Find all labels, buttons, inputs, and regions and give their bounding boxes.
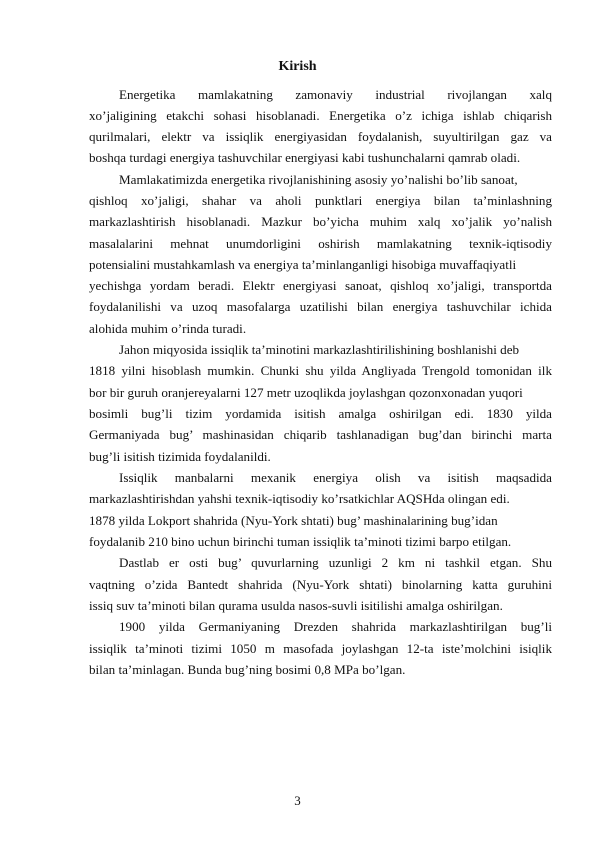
page-number: 3 xyxy=(294,793,301,808)
text-line: foydalanilishi va uzoq masofalarga uzatilishi bilan energiya tashuvchilar ichida xyxy=(89,299,552,314)
text-line: markazlashtirish hisoblanadi. Mazkur bo’yicha muhim xalq xo’jalik yo’nalish xyxy=(89,214,552,229)
text-line: issiq suv ta’minoti bilan qurama usulda nasos-suvli isitilishi amalga oshirilgan. xyxy=(89,598,503,613)
text-line: Issiqlik manbalarni mexanik energiya olish va isitish maqsadida xyxy=(119,470,552,485)
text-line: bilan ta’minlagan. Bunda bug’ning bosimi 0,8 MPa bo’lgan. xyxy=(89,662,406,677)
text-line: vaqtning o’zida Bantedt shahrida (Nyu-York shtati) binolarning katta guruhini xyxy=(89,577,552,592)
text-line: markazlashtirishdan yahshi texnik-iqtisodiy ko’rsatkichlar AQSHda olingan edi. xyxy=(89,491,510,506)
text-line: alohida muhim o’rinda turadi. xyxy=(89,321,247,336)
text-line: Mamlakatimizda energetika rivojlanishining asosiy yo’nalishi bo’lib sanoat, xyxy=(119,172,518,187)
text-line: Energetika mamlakatning zamonaviy industrial rivojlangan xalq xyxy=(119,87,552,102)
text-line: xo’jaligining etakchi sohasi hisoblanadi. Energetika o’z ichiga ishlab chiqarish xyxy=(89,108,552,123)
text-line: issiqlik ta’minoti tizimi 1050 m masofada joylashgan 12-ta iste’molchini isiqlik xyxy=(89,641,552,656)
text-line: foydalanib 210 bino uchun birinchi tuman issiqlik ta’minoti tizimi barpo etilgan. xyxy=(89,534,512,549)
text-line: yechishga yordam beradi. Elektr energiyasi sanoat, qishloq xo’jaligi, transportda xyxy=(89,278,552,293)
text-line: qishloq xo’jaligi, shahar va aholi punktlari energiya bilan ta’minlashning xyxy=(89,193,552,208)
text-line: Dastlab er osti bug’ quvurlarning uzunligi 2 km ni tashkil etgan. Shu xyxy=(119,555,552,570)
text-line: bosimli bug’li tizim yordamida isitish amalga oshirilgan edi. 1830 yilda xyxy=(89,406,552,421)
text-line: 1900 yilda Germaniyaning Drezden shahrida markazlashtirilgan bug’li xyxy=(119,619,552,634)
text-line: Jahon miqyosida issiqlik ta’minotini markazlashtirilishining boshlanishi deb xyxy=(119,342,520,357)
text-line: Germaniyada bug’ mashinasidan chiqarib tashlanadigan bug’dan birinchi marta xyxy=(89,427,552,442)
text-line: 1818 yilni hisoblash mumkin. Chunki shu yilda Angliyada Trengold tomonidan ilk xyxy=(89,363,552,378)
text-line: potensialini mustahkamlash va energiya ta’minlanganligi hisobiga muvaffaqiyatli xyxy=(89,257,517,272)
text-line: boshqa turdagi energiya tashuvchilar energiyasi kabi tushunchalarni qamrab oladi. xyxy=(89,150,521,165)
text-line: masalalarini mehnat unumdorligini oshirish mamlakatning texnik-iqtisodiy xyxy=(89,236,552,251)
text-line: qurilmalari, elektr va issiqlik energiyasidan foydalanish, suyultirilgan gaz va xyxy=(89,129,552,144)
section-title: Kirish xyxy=(278,59,317,74)
text-line: 1878 yilda Lokport shahrida (Nyu-York shtati) bug’ mashinalarining bug’idan xyxy=(89,513,498,528)
text-line: bug’li isitish tizimida foydalanildi. xyxy=(89,449,271,464)
text-line: bor bir guruh oranjereyalarni 127 metr uzoqlikda joylashgan qozonxonadan yuqori xyxy=(89,385,523,400)
